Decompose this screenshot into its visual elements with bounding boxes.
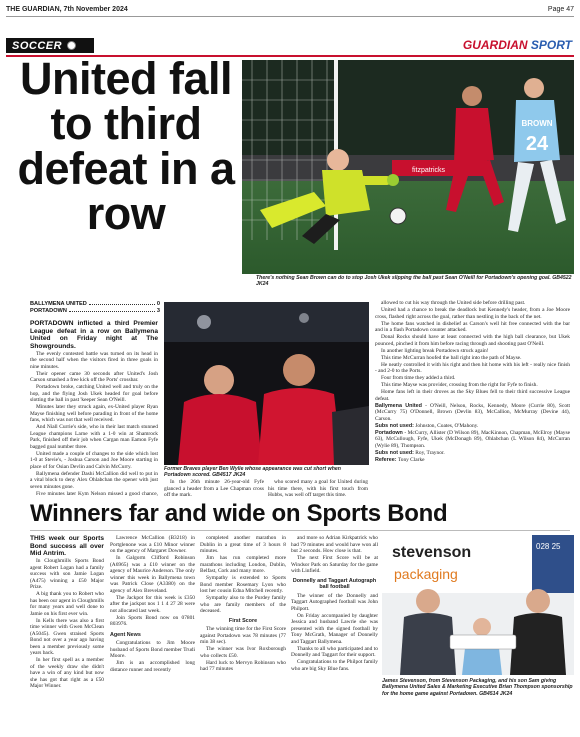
brand-guardian: GUARDIAN	[462, 38, 528, 52]
score-line-home	[30, 301, 160, 307]
sponsor-photo-caption: James Stevenson, from Stevenson Packaging, and his son Sam giving Ballymena United Sales & Marketing Executive Brian Thompson sponsorship for the home game against Portadown. GB4514 JK24	[382, 678, 573, 697]
paragraph: In another lighting break Portadown struck again!	[381, 347, 489, 354]
lineup-line	[375, 430, 570, 450]
match-photo-illustration	[242, 60, 574, 274]
story2-rule	[30, 530, 570, 531]
ad-board-text: fitzpatricks	[412, 167, 446, 174]
lineup-text: Roy, Traynor.	[413, 449, 445, 456]
story1-lead: PORTADOWN inflicted a third Premier League defeat in a row on Ballymena United on Friday night at The Showgrounds.	[30, 320, 158, 350]
paragraph: Jim has run completed more marathons including London, Dublin, Belfast, Cork and many more.	[200, 555, 286, 574]
paragraph: Congratulations to the Philpot family who are big Sky Blue fans.	[291, 659, 378, 672]
story2-headline: Winners far and wide on Sports Bond	[30, 500, 448, 527]
paragraph: A big thank you to Robert who has been our agent in Cloughmills for many years and well done to Jamie on his first ever win.	[30, 591, 104, 617]
paragraph: Lawrence McCallion (B3218) in Portglenone was a £10 Minor winner on the agency of Margaret Downer.	[110, 535, 195, 554]
away-team: PORTADOWN	[30, 308, 67, 314]
paragraph: The winner was Ivor Roxborough who collects £50.	[200, 646, 286, 659]
banner-line-1: stevenson	[392, 544, 472, 561]
match-photo	[242, 60, 574, 274]
lineup-label: Subs not used:	[375, 422, 414, 429]
paragraph: In Cloughmills Sports Bond agent Robert Logan had a family success with son Jamie Logan (A475) winning a £50 Major Prize.	[30, 558, 104, 591]
lineup-line	[375, 450, 570, 457]
home-goals: 0	[156, 301, 160, 307]
paragraph: Thanks to all who participated and to Donnelly and Taggart for their support.	[291, 645, 378, 658]
lineup-line	[375, 403, 570, 423]
lineup-text: - McCurry, Allister (D Wilson 89), MacKinnon, Chapman, McElroy (Mayse 63), McCullough, Fyfe, Ukek (McDonagh 89), Ohlabchan (L Wilson 84), McCurran (Wylie 89), Thompson.	[375, 429, 570, 449]
paragraph: Ballymena defender Dashi McCallion did well to put in a vital block to deny Alex Ohlabchan the opener with just seven minutes gone.	[30, 470, 158, 490]
masthead-rule	[6, 16, 574, 17]
paragraph: The winning time for the First Score against Portadown was 78 minutes (77 min 38 sec).	[200, 626, 286, 645]
paragraph: and more so Adrian Kirkpatrick who had 79 minutes and would have won all but 2 seconds. How close is that.	[291, 535, 378, 554]
paragraph: In the 26th minute 26-year-old Fyfe glanced a header from a Lee Chapman cross off the mark.	[164, 479, 264, 498]
story1-col3-paragraphs	[268, 479, 368, 499]
story1-column-4	[375, 300, 570, 496]
subheading: Donnelly and Taggart Autograph ball football	[292, 577, 377, 590]
sponsor-photo-illustration	[382, 535, 574, 675]
football-icon	[67, 41, 76, 50]
paragraph: United made a couple of changes to the side which lost 1-0 at Stevie's, - Joshua Carson and Joe Moore starting in place of for Osian Devlin and Calvin McCurry.	[30, 450, 158, 470]
paragraph: Their opener came 30 seconds after United's Josh Carson smashed a free kick off the Ports' crossbar.	[30, 370, 158, 384]
paragraph: Home fans left in their droves as the Sky Blues fell to their third successive League defeat.	[375, 389, 570, 402]
paragraph: In Kells there was also a first time winner with Gwen McClean (A5045). Gwen straised Sports Bond not over a year ago having been a member previously some years back.	[30, 617, 104, 657]
story2-column-3	[200, 535, 286, 735]
masthead	[6, 2, 574, 16]
brand-logo	[463, 38, 572, 53]
lineup-label: Referee:	[375, 456, 397, 463]
section-label: SOCCER	[12, 39, 63, 52]
player-photo	[164, 302, 369, 465]
paragraph: Sympathy is extended to Sports Bond member Rosemary Lyon who lost her cousin Edna Mitchell recently.	[200, 575, 286, 594]
paragraph: The home fans watched in disbelief as Carson's well hit free connected with the bar and in a flash Portadown counter attacked.	[375, 320, 570, 333]
lineup-text: - O'Neill, Nelson, Rocks, Kennedy, Moore (Currie 80), Scott (McCurry 75) O'Donnell, Brown (Devlin 83), McCallion, McMurray (Devine 44), Carson.	[375, 402, 570, 422]
paragraph: United had a chance to break the deadlock but Kennedy's header, from a Joe Moore cross, flashed right across the goal, rather than nestling in the back of the net.	[375, 307, 570, 320]
story1-col1-paragraphs	[30, 351, 158, 496]
paragraph: Jim is an accomplished long distance runner and recently	[110, 660, 195, 673]
lineup-label: Subs not used:	[375, 449, 414, 456]
paragraph: Join Sports Bond now on 07801 803976.	[110, 614, 195, 627]
story1-col4-paragraphs	[375, 300, 570, 402]
match-photo-caption: There's nothing Sean Brown can do to stop Josh Ukek slipping the ball past Sean O'Neill for Portadown's opening goal. GB4522 JK24	[256, 275, 572, 288]
section-tag	[6, 38, 94, 53]
paragraph: Minutes later they struck again, ex-United player Ryan Mayse finishing well before parading in front of the home fans, which was not that well received.	[30, 404, 158, 424]
paragraph: The evenly contested battle was turned on its head in the second half when the visitors fired in three goals in nine minutes.	[30, 350, 158, 370]
paragraph: who scored many a goal for United during his time there, with his first touch from Hubbs, was well off target this time.	[268, 479, 368, 498]
paragraph: Congratulations to Jim Moore husband of Sports Bond member Trudi Moore.	[110, 640, 195, 659]
brand-sport: SPORT	[530, 38, 572, 52]
paragraph: And Niall Currie's side, who in their last match stunned League champions Larne with a 1-0 win at Shamrock Park, finished off their job when Cargan man Eamon Fyfe bagged goal number three.	[30, 424, 158, 450]
subheading: First Score	[228, 617, 258, 624]
sponsor-photo	[382, 535, 574, 675]
banner-line-2: packaging	[394, 566, 458, 582]
paragraph: allowed to cut his way through the United side before drilling past.	[381, 300, 526, 306]
jersey-name: BROWN	[521, 119, 553, 128]
paragraph: The next First Score will be at Windsor Park on Saturday for the game with Linfield.	[291, 555, 378, 574]
story1-column-1	[30, 320, 158, 496]
lineup-line	[375, 457, 570, 464]
away-goals: 3	[156, 308, 160, 314]
subheading: Agent News	[110, 631, 141, 638]
story1-headline: United fall to third defeat in a row	[17, 53, 235, 239]
paragraph: Four from time they added a third.	[381, 375, 456, 381]
lineup-text: Johnston, Coates, O'Mahony.	[413, 422, 479, 429]
paragraph: In her first spell as a member of the weekly draw she didn't have a win of any kind but now she has got that right as a £50 Major Winner.	[30, 657, 104, 690]
story2-column-4	[291, 535, 378, 735]
lineup-text: Tony Clarke	[396, 456, 425, 463]
story1-col2-paragraphs	[164, 479, 264, 499]
jersey-number: 24	[525, 133, 549, 155]
story1-column-2	[164, 479, 264, 499]
paragraph: Five minutes later Kym Nelson missed a good chance,	[36, 490, 158, 496]
page-number: Page 47	[547, 5, 574, 13]
story2-lead: THIS week our Sports Bond success all over Mid Antrim.	[30, 535, 104, 558]
banner-phone: 028 25	[536, 542, 561, 551]
score-leader-dots	[89, 301, 155, 305]
paragraph: Donal Rocks should have at least connected with the high ball clearance, but Ukek pounced, pinched it from him before racing through and shooting past O'Neill.	[375, 334, 570, 347]
paragraph: He neatly controlled it with his right and then hit home with his left - really nice finish - and 2-0 to the Ports.	[375, 361, 570, 374]
paragraph: The winner of the Donnelly and Taggart Autographed football was John Philpott.	[291, 592, 378, 612]
paragraph: This time McCurran hoofed the ball right into the path of Mayse.	[381, 354, 522, 361]
player-photo-illustration	[164, 302, 369, 465]
lineup-label: Portadown	[375, 429, 403, 436]
team-lineups	[375, 403, 570, 464]
story2-column-2	[110, 535, 195, 735]
player-photo-caption: Former Braves player Ben Wylie whose appearance was cut short when Portadown scored. GB4517 JK24	[164, 466, 341, 479]
story2-column-1	[30, 535, 104, 735]
lineup-line	[375, 423, 570, 430]
paragraph: Hard luck to Mervyn Robinson who had 77 minutes	[200, 659, 286, 672]
paragraph: Portadown broke, catching United well and truly on the hop, and the flying Josh Ukek headed for goal before slotting the ball in past 'keeper Sean O'Neill.	[30, 384, 158, 404]
paragraph: On Friday accompanied by daughter Jessica and husband Lawrie she was presented with the signed football by Tony McGrath, Manager of Donnelly and Taggart Ballymena.	[291, 612, 378, 645]
paragraph: completed another marathon in Dublin in a great time of 3 hours 8 minutes.	[200, 535, 286, 554]
lineup-label: Ballymena United	[375, 402, 422, 409]
paragraph: In Galgorm Clifford Robinson (A6965) was a £10 winner on the agency of Maurice Anderson. The only winner this week in Ballymena town was Patrick Close (A3380) on the agency of Alex Breveland.	[110, 555, 195, 594]
paper-date: THE GUARDIAN, 7th November 2024	[6, 5, 128, 13]
score-leader-dots	[69, 308, 155, 312]
paragraph: Sympathy also to the Purdey family who are family members of the deceased.	[200, 595, 286, 614]
paragraph: This time Mayse was provider, crossing from the right for Fyfe to finish.	[381, 382, 538, 388]
score-line-away	[30, 308, 160, 314]
story1-column-3	[268, 479, 368, 499]
paragraph: The Jackpot for this week is £350 after the jackpot nos 1 1 4 27 28 were not allocated last week.	[110, 594, 195, 614]
home-team: BALLYMENA UNITED	[30, 301, 87, 307]
